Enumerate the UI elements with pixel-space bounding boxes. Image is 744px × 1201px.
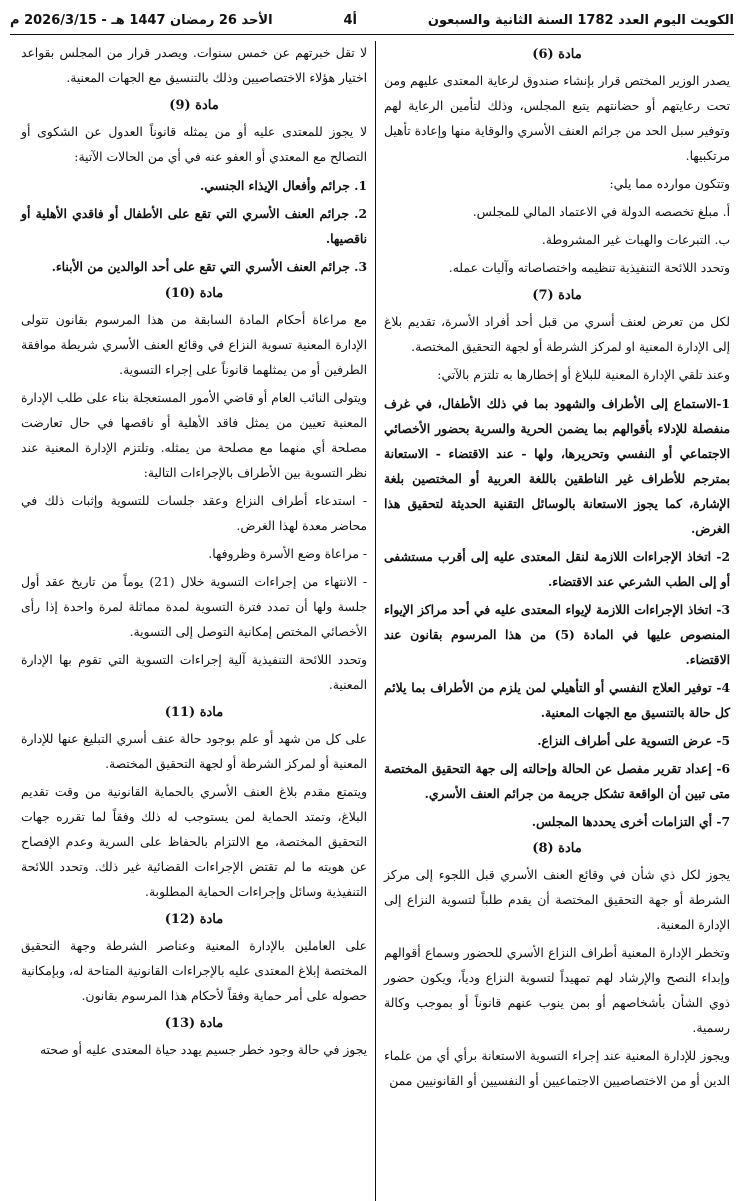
numbered-clause: 1-الاستماع إلى الأطراف والشهود بما في ذلك الأطفال، في غرف منفصلة للإدلاء بأقوالهم بما يضمن الحرية والسرية بحضور الأخصائي الاجتماعي أو النفسي وتحريرها، ولها - عند الاقتضاء - الاستعانة بمترجم للأطراف غير الناطقين باللغة العربية أو المختصين بلغة الإشارة، كما يجوز الاستعانة بالوسائل التقنية الحديثة لتحقيق هذا الغرض. [384,396,730,536]
paragraph: لا تقل خبرتهم عن خمس سنوات. ويصدر قرار من المجلس بقواعد اختيار هؤلاء الاختصاصيين وذلك بالتنسيق مع الجهات المعنية. [21,46,367,85]
article-heading: مادة (13) [164,1016,224,1031]
issue-date: الأحد 26 رمضان 1447 هـ - 2026/3/15 م [10,12,273,28]
paragraph: وتتكون موارده مما يلي: [609,177,730,191]
paragraph: - الانتهاء من إجراءات التسوية خلال (21) يوماً من تاريخ عقد أول جلسة ولها أن تمدد فترة التسوية لمدة مماثلة لمرة واحدة إذا رأى الأخصائي المختص إمكانية التوصل إلى التسوية. [21,575,367,639]
paragraph: وتحدد اللائحة التنفيذية تنظيمه واختصاصاته وآليات عمله. [448,261,730,275]
page-number: أ4 [343,12,357,28]
paragraph: على كل من شهد أو علم بوجود حالة عنف أسري التبليغ عنها للإدارة المعنية أو لمركز الشرطة أو لجهة التحقيق المختصة. [21,732,367,771]
paragraph: يجوز في حالة وجود خطر جسيم يهدد حياة المعتدى عليه أو صحته [39,1043,367,1057]
paragraph: ويتولى النائب العام أو قاضي الأمور المستعجلة بناء على طلب الإدارة المعنية تعيين من يمثل فاقد الأهلية أو ناقصها في حال تعارضت مصلحة أي منهما مع مصلحة من يمثله. وتلتزم الإدارة المعنية عند نظر التسوية بين الأطراف بالإجراءات التالية: [21,391,367,480]
article-heading: مادة (7) [532,288,582,303]
article-heading: مادة (9) [169,98,219,113]
article-heading: مادة (6) [532,47,582,62]
article-heading: مادة (8) [532,841,582,856]
paragraph: ويجوز للإدارة المعنية عند إجراء التسوية الاستعانة برأي أي من علماء الدين أو من الاختصاصيين الاجتماعيين أو النفسيين أو القانونيين ممن [384,1049,730,1088]
numbered-clause: 3. جرائم العنف الأسري التي تقع على أحد الوالدين من الأبناء. [51,259,367,274]
paragraph: أ. مبلغ تخصصه الدولة في الاعتماد المالي للمجلس. [472,205,730,219]
paragraph: وتخطر الإدارة المعنية أطراف النزاع الأسري للحضور وسماع أقوالهم وإبداء النصح والإرشاد لهم تمهيداً لتسوية النزاع ودياً، ويكون حضور ذوي الشأن بأشخاصهم أو بمن ينوب عنهم قانوناً أو بموجب وكالة رسمية. [384,946,730,1035]
numbered-clause: 7- أي التزامات أخرى يحددها المجلس. [531,814,730,829]
columns [10,41,734,1201]
issue-info: الكويت اليوم العدد 1782 السنة الثانية والسبعون [427,12,734,28]
paragraph: لا يجوز للمعتدى عليه أو من يمثله قانوناً العدول عن الشكوى أو التصالح مع المعتدي أو العفو عنه في أي من الحالات الآتية: [21,125,367,164]
right-column [380,41,734,1201]
paragraph: على العاملين بالإدارة المعنية وعناصر الشرطة وجهة التحقيق المختصة إبلاغ المعتدى عليه بالإجراءات القانونية المتاحة له، وبإمكانية حصوله على أمر حماية وفقاً لأحكام هذا المرسوم بقانون. [21,939,367,1003]
numbered-clause: 2- اتخاذ الإجراءات اللازمة لنقل المعتدى عليه إلى أقرب مستشفى أو إلى الطب الشرعي عند الاقتضاء. [384,549,730,589]
paragraph: يصدر الوزير المختص قرار بإنشاء صندوق لرعاية المعتدى عليهم ومن تحت رعايتهم أو حضانتهم يتبع المجلس، وذلك لتأمين الرعاية لهم وتوفير سبل الحد من جرائم العنف الأسري والوقاية منها وإعادة تأهيل مرتكبيها. [384,74,730,163]
left-column [17,41,371,1201]
paragraph: وتحدد اللائحة التنفيذية آلية إجراءات التسوية التي تقوم بها الإدارة المعنية. [21,653,367,692]
numbered-clause: 5- عرض التسوية على أطراف النزاع. [537,733,730,748]
numbered-clause: 3- اتخاذ الإجراءات اللازمة لإيواء المعتدى عليه في أحد مراكز الإيواء المنصوص عليها في المادة (5) من هذا المرسوم بقانون عند الاقتضاء. [384,602,730,667]
paragraph: - استدعاء أطراف النزاع وعقد جلسات للتسوية وإثبات ذلك في محاضر معدة لهذا الغرض. [21,494,367,533]
numbered-clause: 6- إعداد تقرير مفصل عن الحالة وإحالته إلى جهة التحقيق المختصة متى تبين أن الواقعة تشكل جريمة من جرائم العنف الأسري. [384,761,730,801]
article-heading: مادة (12) [164,912,224,927]
paragraph: وعند تلقي الإدارة المعنية للبلاغ أو إخطارها به تلتزم بالآتي: [437,368,730,382]
column-divider [375,41,376,1201]
paragraph: لكل من تعرض لعنف أسري من قبل أحد أفراد الأسرة، تقديم بلاغ إلى الإدارة المعنية او لمركز الشرطة أو لجهة التحقيق المختصة. [384,315,730,354]
paragraph: ب. التبرعات والهبات غير المشروطة. [541,233,730,247]
numbered-clause: 1. جرائم وأفعال الإيذاء الجنسي. [199,178,367,193]
numbered-clause: 4- توفير العلاج النفسي أو التأهيلي لمن يلزم من الأطراف بما يلائم كل حالة بالتنسيق مع الجهات المعنية. [384,680,730,720]
paragraph: يجوز لكل ذي شأن في وقائع العنف الأسري قبل اللجوء إلى مركز الشرطة أو جهة التحقيق المختصة أن يقدم طلباً لتسوية النزاع إلى الإدارة المعنية. [384,868,730,932]
article-heading: مادة (11) [164,705,224,720]
paragraph: مع مراعاة أحكام المادة السابقة من هذا المرسوم بقانون تتولى الإدارة المعنية تسوية النزاع في وقائع العنف الأسري شريطة موافقة الطرفين أو من يمثلهما قانوناً على إجراء التسوية. [21,313,367,377]
page-header [10,6,734,35]
numbered-clause: 2. جرائم العنف الأسري التي تقع على الأطفال أو فاقدي الأهلية أو ناقصيها. [21,206,367,246]
paragraph: - مراعاة وضع الأسرة وظروفها. [208,547,367,561]
article-heading: مادة (10) [164,286,224,301]
paragraph: ويتمتع مقدم بلاغ العنف الأسري بالحماية القانونية من وقت تقديم البلاغ، وتمتد الحماية لمن يستوجب له ذلك وفقاً لما تقرره جهات التحقيق المختصة، مع الالتزام بالحفاظ على السرية وعدم الإفصاح عن هويته ما لم تقتض الإجراءات القضائية غير ذلك. وتحدد اللائحة التنفيذية وسائل وإجراءات الحماية المطلوبة. [21,785,367,899]
